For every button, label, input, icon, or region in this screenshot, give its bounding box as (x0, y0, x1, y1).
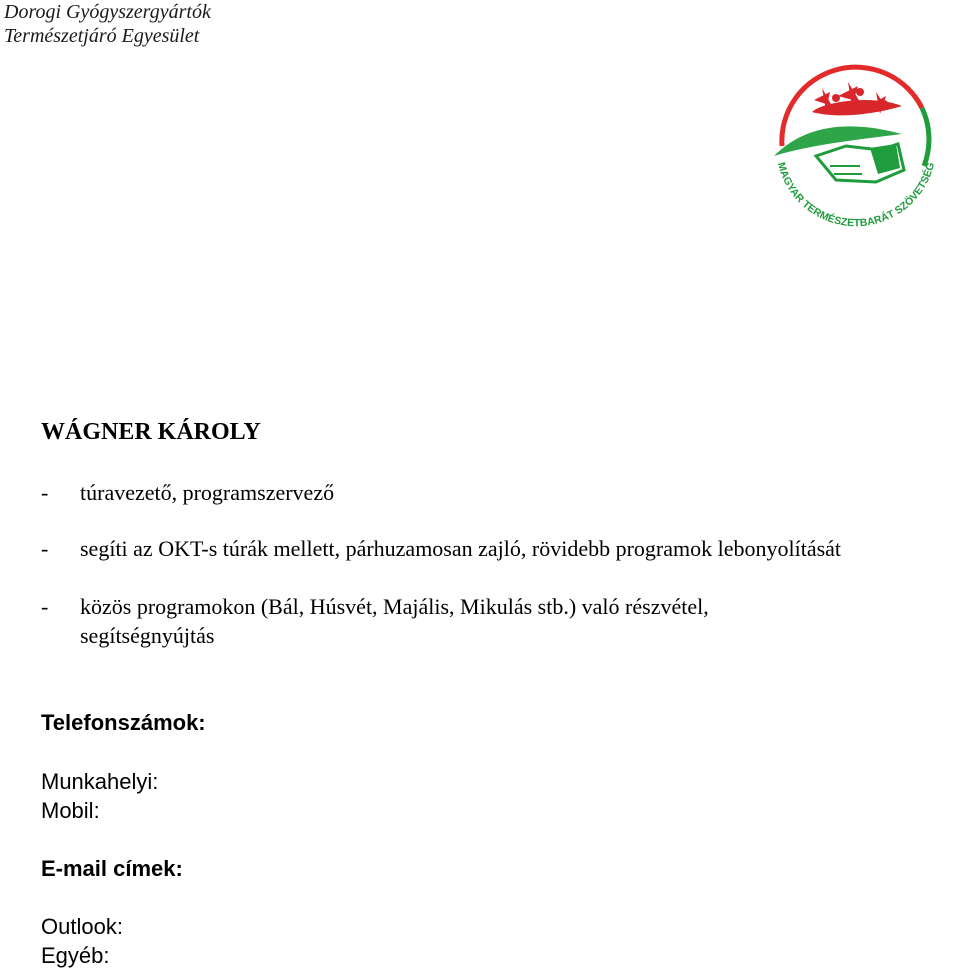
flower-icon (812, 82, 902, 115)
outlook-email-label: Outlook: (41, 914, 123, 939)
list-dash: - (41, 480, 49, 505)
role-text: segíti az OKT-s túrák mellett, párhuzamosan zajló, rövidebb programok lebonyolítását (80, 536, 842, 561)
mobile-phone-label: Mobil: (41, 798, 100, 823)
person-name: WÁGNER KÁROLY (41, 419, 261, 445)
role-text: közös programokon (Bál, Húsvét, Majális, Mikulás stb.) való részvétel, segítségnyújtás (80, 594, 709, 648)
org-name-line2: Természetjáró Egyesület (4, 25, 200, 47)
role-item (41, 534, 841, 563)
list-dash: - (41, 536, 49, 561)
logo-text: MAGYAR TERMÉSZETBARÁT SZÖVETSÉG (774, 161, 938, 230)
role-item (41, 478, 334, 507)
role-text: túravezető, programszervező (80, 480, 335, 505)
mtsz-logo (752, 48, 956, 242)
email-addresses-heading: E-mail címek: (41, 856, 183, 881)
list-dash: - (41, 594, 49, 619)
org-name-line1: Dorogi Gyógyszergyártók (4, 1, 211, 23)
phone-numbers-heading: Telefonszámok: (41, 710, 206, 735)
work-phone-label: Munkahelyi: (41, 769, 159, 794)
logo-green-arc (922, 108, 929, 166)
organization-name (4, 0, 211, 48)
handshake-icon (816, 144, 904, 182)
other-email-label: Egyéb: (41, 943, 110, 968)
role-item (41, 592, 831, 650)
mtsz-logo-graphic (752, 48, 956, 242)
